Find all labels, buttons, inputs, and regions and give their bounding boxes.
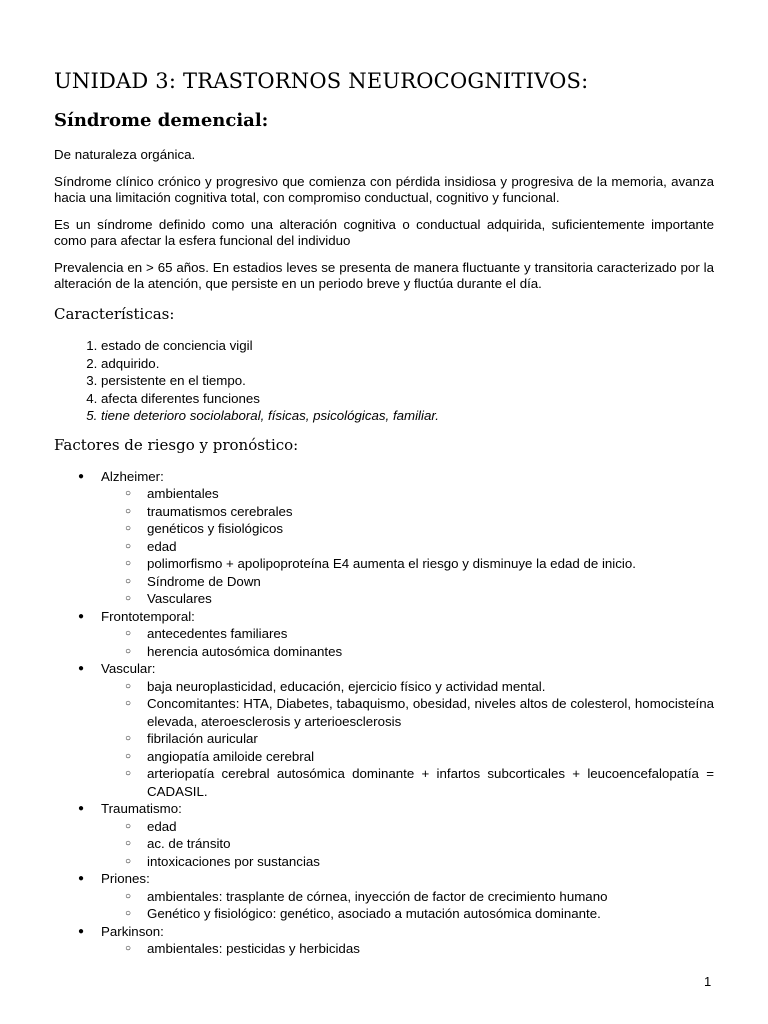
- factor-sublist: [101, 940, 714, 958]
- factores-list: [54, 468, 714, 958]
- heading-caracteristicas: Características:: [54, 305, 175, 323]
- heading-factores-riesgo: Factores de riesgo y pronóstico:: [54, 435, 299, 454]
- list-item: 3. persistente en el tiempo.: [101, 372, 714, 390]
- factor-group-label: Traumatismo:: [101, 801, 182, 817]
- list-item: ○ baja neuroplasticidad, educación, ejercicio físico y actividad mental.: [101, 678, 714, 696]
- factor-sublist: [101, 678, 714, 801]
- list-item: ○ ambientales: trasplante de córnea, inyección de factor de crecimiento humano: [101, 888, 714, 906]
- factor-group-label: Vascular:: [101, 661, 156, 677]
- list-item: ○ edad: [101, 818, 714, 836]
- factor-group-label: Priones:: [101, 871, 150, 887]
- list-item: ○ edad: [101, 538, 714, 556]
- list-item: 4. afecta diferentes funciones: [101, 390, 714, 408]
- factor-sublist: [101, 485, 714, 608]
- list-item: ○ ambientales: pesticidas y herbicidas: [101, 940, 714, 958]
- list-item: ○ Genético y fisiológico: genético, asociado a mutación autosómica dominante.: [101, 905, 714, 923]
- list-item: ○ Síndrome de Down: [101, 573, 714, 591]
- page-title: UNIDAD 3: TRASTORNOS NEUROCOGNITIVOS:: [54, 69, 589, 93]
- factor-group-vascular: [54, 660, 714, 800]
- list-item: ○ Vasculares: [101, 590, 714, 608]
- list-item: ○ arteriopatía cerebral autosómica dominante + infartos subcorticales + leucoencefalopatía = CADASIL.: [101, 765, 714, 800]
- factor-sublist: [101, 888, 714, 923]
- list-item: ○ ambientales: [101, 485, 714, 503]
- page-number: 1: [704, 974, 712, 989]
- factor-group-parkinson: [54, 923, 714, 958]
- list-item: ○ Concomitantes: HTA, Diabetes, tabaquismo, obesidad, niveles altos de colesterol, homocisteína elevada, ateroesclerosis y arterioesclerosis: [101, 695, 714, 730]
- factor-sublist: [101, 625, 714, 660]
- factor-group-priones: [54, 870, 714, 923]
- list-item: 5. tiene deterioro sociolaboral, físicas, psicológicas, familiar.: [101, 407, 714, 425]
- paragraph-definicion-sindrome: Es un síndrome definido como una alteración cognitiva o conductual adquirida, suficientemente importante como para afectar la esfera funcional del individuo: [54, 217, 714, 248]
- list-item: ○ antecedentes familiares: [101, 625, 714, 643]
- list-item: ○ polimorfismo + apolipoproteína E4 aumenta el riesgo y disminuye la edad de inicio.: [101, 555, 714, 573]
- document-page: [54, 66, 714, 958]
- list-item: 1. estado de conciencia vigil: [101, 337, 714, 355]
- factor-group-traumatismo: [54, 800, 714, 870]
- caracteristicas-list: [54, 337, 714, 425]
- list-item: ○ angiopatía amiloide cerebral: [101, 748, 714, 766]
- list-item: ○ genéticos y fisiológicos: [101, 520, 714, 538]
- factor-group-label: Frontotemporal:: [101, 608, 195, 624]
- list-item: ○ ac. de tránsito: [101, 835, 714, 853]
- factor-group-frontotemporal: [54, 608, 714, 661]
- paragraph-prevalencia: Prevalencia en > 65 años. En estadios leves se presenta de manera fluctuante y transitoria caracterizado por la alteración de la atención, que persiste en un periodo breve y fluctúa durante el día.: [54, 260, 714, 291]
- factor-group-label: Alzheimer:: [101, 468, 164, 484]
- paragraph-naturaleza: De naturaleza orgánica.: [54, 147, 196, 162]
- list-item: ○ fibrilación auricular: [101, 730, 714, 748]
- section-title-sindrome-demencial: Síndrome demencial:: [54, 110, 269, 131]
- factor-group-alzheimer: [54, 468, 714, 608]
- list-item: ○ traumatismos cerebrales: [101, 503, 714, 521]
- list-item: ○ intoxicaciones por sustancias: [101, 853, 714, 871]
- list-item: 2. adquirido.: [101, 355, 714, 373]
- paragraph-definicion-clinica: Síndrome clínico crónico y progresivo que comienza con pérdida insidiosa y progresiva de la memoria, avanza hacia una limitación cognitiva total, con compromiso conductual, cognitivo y funcional.: [54, 174, 714, 205]
- factor-group-label: Parkinson:: [101, 923, 164, 939]
- list-item: ○ herencia autosómica dominantes: [101, 643, 714, 661]
- factor-sublist: [101, 818, 714, 871]
